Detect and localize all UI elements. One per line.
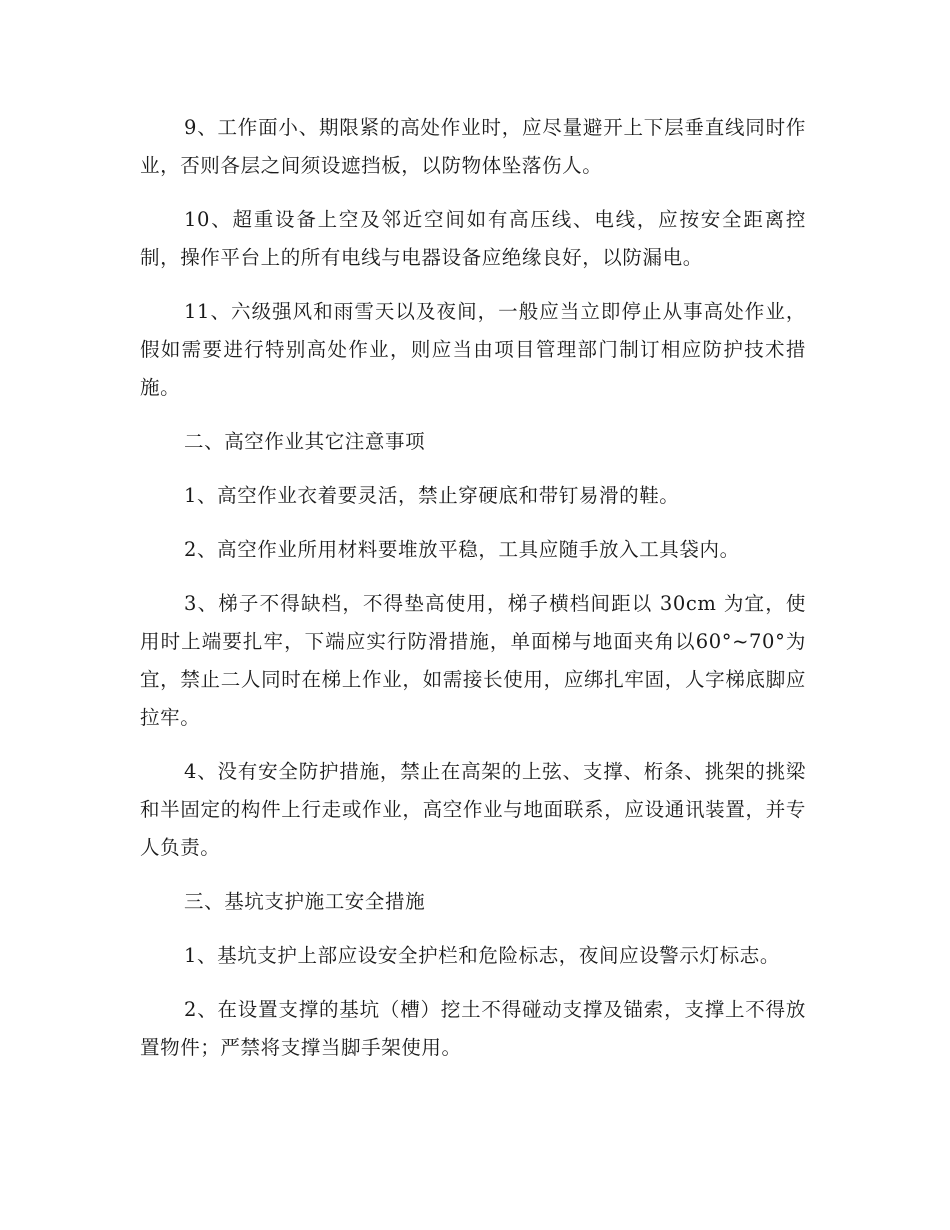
paragraph-line: 10、超重设备上空及邻近空间如有高压线、电线，应按安全距离 bbox=[184, 208, 786, 231]
paragraph-line: 2、在设置支撑的基坑（槽）挖土不得碰动支撑及锚索，支撑上不 bbox=[184, 998, 766, 1021]
paragraph-line: 时作业，否则各层之间须设遮挡板，以防物体坠落伤人。 bbox=[140, 116, 806, 177]
paragraph-line: 使用时上端要扎牢，下端应实行防滑措施，单面梯与地面夹角以 bbox=[140, 592, 806, 653]
paragraph-line: 3、梯子不得缺档，不得垫高使用，梯子横档间距以 30cm 为宜， bbox=[184, 592, 786, 615]
paragraph-line: 11、六级强风和雨雪天以及夜间，一般应当立即停止从事高处作 bbox=[184, 300, 766, 323]
paragraph-line: 1、高空作业衣着要灵活，禁止穿硬底和带钉易滑的鞋。 bbox=[184, 484, 680, 507]
section-heading-text: 二、高空作业其它注意事项 bbox=[184, 430, 426, 453]
paragraph-item-9 bbox=[140, 109, 806, 185]
paragraph-line: 4、没有安全防护措施，禁止在高架的上弦、支撑、桁条、挑架的 bbox=[184, 760, 766, 783]
paragraph-item-s2-4 bbox=[140, 753, 806, 867]
paragraph-line: 业，假如需要进行特别高处作业，则应当由项目管理部门制订相应防 bbox=[140, 300, 806, 361]
paragraph-line: 得放置物件；严禁将支撑当脚手架使用。 bbox=[140, 998, 806, 1059]
section-heading-3 bbox=[140, 883, 806, 921]
paragraph-line: 装置，并专人负责。 bbox=[140, 798, 806, 859]
paragraph-line: 固，人字梯底脚应拉牢。 bbox=[140, 668, 806, 729]
paragraph-item-11 bbox=[140, 293, 806, 407]
paragraph-item-s3-2 bbox=[140, 991, 806, 1067]
paragraph-line: 2、高空作业所用材料要堆放平稳，工具应随手放入工具袋内。 bbox=[184, 538, 740, 561]
paragraph-line: 挑梁和半固定的构件上行走或作业，高空作业与地面联系，应设通讯 bbox=[140, 760, 806, 821]
paragraph-item-s2-3 bbox=[140, 585, 806, 737]
section-heading-2 bbox=[140, 423, 806, 461]
paragraph-item-s2-2 bbox=[140, 531, 806, 569]
paragraph-item-s2-1 bbox=[140, 477, 806, 515]
paragraph-line: 9、工作面小、期限紧的高处作业时，应尽量避开上下层垂直线同 bbox=[184, 116, 766, 139]
paragraph-item-s3-1 bbox=[140, 937, 806, 975]
paragraph-line: 1、基坑支护上部应设安全护栏和危险标志，夜间应设警示灯标 bbox=[184, 944, 740, 967]
section-heading-text: 三、基坑支护施工安全措施 bbox=[184, 890, 426, 913]
document-body bbox=[140, 109, 806, 1083]
paragraph-line: 60°~70°为宜，禁止二人同时在梯上作业，如需接长使用，应绑扎牢 bbox=[140, 630, 806, 691]
paragraph-item-10 bbox=[140, 201, 806, 277]
paragraph-line: 护技术措施。 bbox=[140, 338, 806, 399]
paragraph-line: 志。 bbox=[739, 944, 780, 967]
paragraph-line: 控制，操作平台上的所有电线与电器设备应绝缘良好，以防漏电。 bbox=[140, 208, 806, 269]
